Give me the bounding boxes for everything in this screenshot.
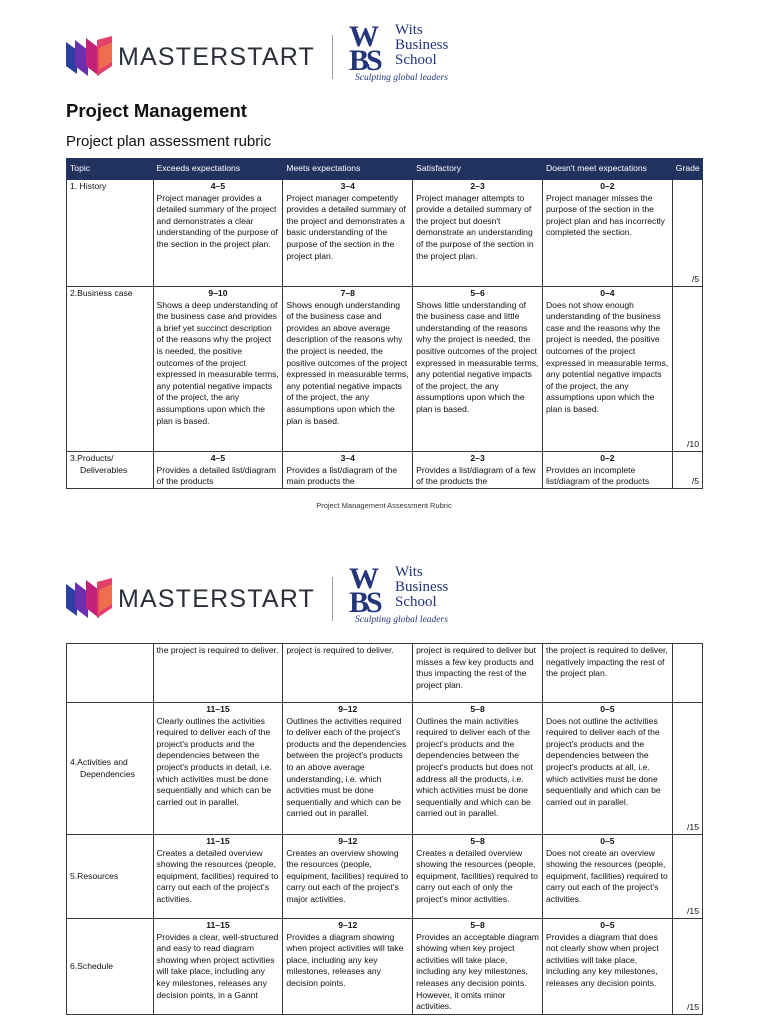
criterion-cell: 11–15 Clearly outlines the activities required to deliver each of the project's products and the dependencies between the project's products in detail, i.e. which activities must be done sequentially and which can be carried out in parallel.	[153, 703, 283, 835]
rubric-table-page2	[66, 643, 703, 1015]
document-title: Project Management	[66, 100, 247, 121]
header-topic: Topic	[67, 159, 154, 180]
criterion-cell: 11–15 Creates a detailed overview showing the resources (people, equipment, facilities) required to carry out each of the project's activities.	[153, 835, 283, 919]
row-topic: 3.Products/ Deliverables	[67, 452, 154, 489]
grade-cell: /15	[672, 835, 702, 919]
criterion-cell: 2–3 Project manager attempts to provide a detailed summary of the project but doesn't demonstrate an understanding of the purpose of the section in the project plan.	[413, 180, 543, 287]
criterion-cell: 9–12 Provides a diagram showing when project activities will take place, including any key milestones, releases any decision points.	[283, 919, 413, 1015]
rubric-table-page1	[66, 158, 703, 489]
table-row	[67, 703, 703, 835]
criterion-cell: 3–4 Project manager competently provides a detailed summary of the project and demonstrates a basic understanding of the purpose of the section in the project plan.	[283, 180, 413, 287]
grade-cell: /10	[672, 287, 702, 452]
header-logos-page2	[66, 562, 459, 625]
masterstart-logo-icon	[66, 578, 112, 620]
header-meets: Meets expectations	[283, 159, 413, 180]
criterion-cell: the project is required to deliver.	[153, 644, 283, 703]
wbs-logo	[349, 20, 459, 85]
criterion-cell: 4–5 Provides a detailed list/diagram of the products	[153, 452, 283, 489]
criterion-cell: the project is required to deliver, negatively impacting the rest of the project plan.	[542, 644, 672, 703]
header-doesnt-meet: Doesn't meet expectations	[542, 159, 672, 180]
logo-divider	[332, 577, 333, 621]
criterion-cell: 5–8 Provides an acceptable diagram showing when key project activities will take place, including any key milestones, releases any decision points. However, it omits minor activities.	[413, 919, 543, 1015]
criterion-cell: 5–8 Outlines the main activities required to deliver each of the project's products and the dependencies between the project's products but does not address all the products, i.e. which activities must be done sequentially and which can be carried out in parallel.	[413, 703, 543, 835]
criterion-cell: 5–8 Creates a detailed overview showing the resources (people, equipment, facilities) required to carry out each of only the project's minor activities.	[413, 835, 543, 919]
criterion-cell: 0–2 Project manager misses the purpose of the section in the project plan and has incorrectly completed the section.	[542, 180, 672, 287]
wbs-name: Wits Business School	[395, 22, 449, 68]
criterion-cell: 5–6 Shows little understanding of the business case and little understanding of the reasons why the project is needed, the positive outcomes of the project expressed in measurable terms, any potential negative impacts of the project, the any assumptions upon which the plan is based.	[413, 287, 543, 452]
criterion-cell: 4–5 Project manager provides a detailed summary of the project and demonstrates a clear understanding of the purpose of the section in the project plan.	[153, 180, 283, 287]
criterion-cell: 2–3 Provides a list/diagram of a few of the products the	[413, 452, 543, 489]
wbs-tagline: Sculpting global leaders	[355, 615, 448, 625]
criterion-cell: 9–12 Creates an overview showing the resources (people, equipment, facilities) required to carry out each of the project's major activities.	[283, 835, 413, 919]
document-subtitle: Project plan assessment rubric	[66, 133, 272, 150]
table-row	[67, 644, 703, 703]
wbs-logo	[349, 562, 459, 627]
header-exceeds: Exceeds expectations	[153, 159, 283, 180]
masterstart-wordmark: MASTERSTART	[118, 584, 316, 613]
row-topic: 6.Schedule	[67, 919, 154, 1015]
criterion-cell: 0–5 Does not create an overview showing the resources (people, equipment, facilities) required to carry out each of the project's activities.	[542, 835, 672, 919]
wbs-monogram: W BS	[349, 562, 380, 619]
criterion-cell: project is required to deliver but misses a few key products and thus impacting the rest of the project plan.	[413, 644, 543, 703]
criterion-cell: 0–5 Does not outline the activities required to deliver each of the project's products and the dependencies between the project's products at all, i.e. which activities must be done sequentially and which can be carried out in parallel.	[542, 703, 672, 835]
header-satisfactory: Satisfactory	[413, 159, 543, 180]
header-grade: Grade	[672, 159, 702, 180]
criterion-cell: 0–5 Provides a diagram that does not clearly show when project activities will take place, including any key milestones, releases any decision points.	[542, 919, 672, 1015]
table-row	[67, 919, 703, 1015]
masterstart-wordmark: MASTERSTART	[118, 42, 316, 71]
criterion-cell: 3–4 Provides a list/diagram of the main products the	[283, 452, 413, 489]
wbs-monogram: W BS	[349, 20, 380, 77]
criterion-cell: 9–10 Shows a deep understanding of the business case and provides a brief yet succinct description of the reasons why the project is needed, the positive outcomes of the project expressed in measurable terms, any potential negative impacts of the project, the any assumptions upon which the plan is based.	[153, 287, 283, 452]
criterion-cell: project is required to deliver.	[283, 644, 413, 703]
page-footer: Project Management Assessment Rubric	[316, 501, 452, 510]
row-topic: 1. History	[67, 180, 154, 287]
header-logos	[66, 20, 459, 83]
grade-cell: /15	[672, 919, 702, 1015]
criterion-cell: 11–15 Provides a clear, well-structured and easy to read diagram showing when project activities will take place, including any key milestones, releases any decision points, in a Gannt	[153, 919, 283, 1015]
row-topic: 5.Resources	[67, 835, 154, 919]
masterstart-logo-icon	[66, 36, 112, 78]
row-topic	[67, 644, 154, 703]
grade-cell: /15	[672, 703, 702, 835]
table-row	[67, 287, 703, 452]
criterion-cell: 0–4 Does not show enough understanding of the business case and the reasons why the project is needed, the positive outcomes of the project expressed in measurable terms, any potential negative impacts of the project, the any assumptions upon which the plan is based.	[542, 287, 672, 452]
logo-divider	[332, 35, 333, 79]
table-row	[67, 180, 703, 287]
criterion-cell: 7–8 Shows enough understanding of the business case and provides an above average description of the reasons why the project is needed, the positive outcomes of the project expressed in measurable terms, any potential negative impacts of the project, the any assumptions upon which the plan is based.	[283, 287, 413, 452]
grade-cell	[672, 644, 702, 703]
row-topic: 4.Activities and Dependencies	[67, 703, 154, 835]
grade-cell: /5	[672, 180, 702, 287]
criterion-cell: 0–2 Provides an incomplete list/diagram of the products	[542, 452, 672, 489]
criterion-cell: 9–12 Outlines the activities required to deliver each of the project's products and the dependencies between the project's products to an above average understanding, i.e. which activities must be done sequentially and which can be carried out in parallel.	[283, 703, 413, 835]
wbs-name: Wits Business School	[395, 564, 449, 610]
table-row	[67, 835, 703, 919]
table-row	[67, 452, 703, 489]
row-topic: 2.Business case	[67, 287, 154, 452]
rubric-header-row	[67, 159, 703, 180]
wbs-tagline: Sculpting global leaders	[355, 73, 448, 83]
grade-cell: /5	[672, 452, 702, 489]
